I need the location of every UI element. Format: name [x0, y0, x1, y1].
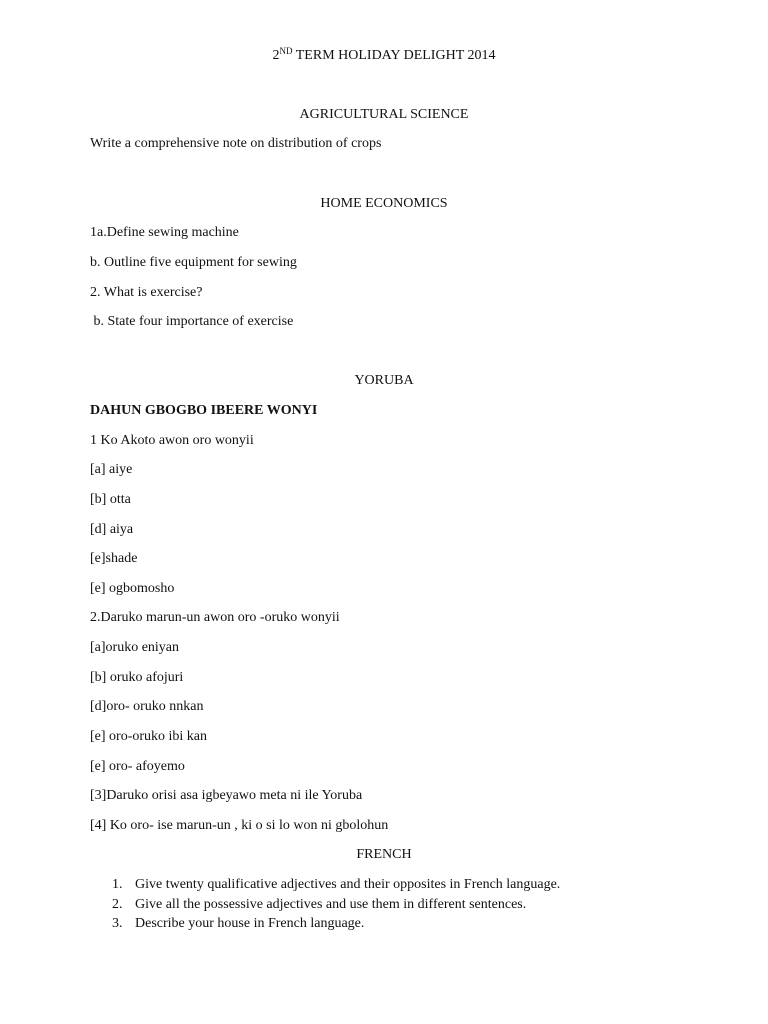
home-economics-item: b. Outline five equipment for sewing	[90, 255, 297, 270]
yoruba-subheading: DAHUN GBOGBO IBEERE WONYI	[90, 403, 318, 418]
yoruba-line: 2.Daruko marun-un awon oro -oruko wonyii	[90, 610, 340, 625]
yoruba-line: [3]Daruko orisi asa igbeyawo meta ni ile Yoruba	[90, 788, 363, 803]
list-item-number: 2.	[112, 896, 123, 912]
agric-question: Write a comprehensive note on distribution of crops	[90, 136, 382, 151]
title-ordinal: 2	[272, 48, 280, 63]
home-economics-item: 1a.Define sewing machine	[90, 225, 239, 240]
yoruba-line: [d]oro- oruko nnkan	[90, 699, 204, 714]
home-economics-item: b. State four importance of exercise	[90, 314, 294, 329]
yoruba-heading: YORUBA	[354, 373, 414, 388]
list-item-number: 1.	[112, 877, 123, 892]
title-text: TERM HOLIDAY DELIGHT 2014	[292, 48, 496, 63]
yoruba-line: 1 Ko Akoto awon oro wonyii	[90, 433, 254, 448]
agric-heading: AGRICULTURAL SCIENCE	[299, 107, 469, 122]
yoruba-line: [a]oruko eniyan	[90, 640, 180, 655]
yoruba-line: [4] Ko oro- ise marun-un , ki o si lo won ni gbolohun	[90, 818, 389, 833]
yoruba-line: [e] oro-oruko ibi kan	[90, 729, 208, 744]
list-item-text: Give all the possessive adjectives and use them in different sentences.	[135, 896, 527, 912]
list-item-text: Describe your house in French language.	[135, 916, 365, 931]
french-heading: FRENCH	[356, 847, 412, 862]
yoruba-line: [d] aiya	[90, 522, 134, 537]
title-superscript: ND	[279, 46, 293, 56]
home-economics-heading: HOME ECONOMICS	[320, 196, 448, 211]
document-title	[0, 47, 768, 65]
list-item-number: 3.	[112, 916, 123, 931]
yoruba-line: [e]shade	[90, 551, 138, 566]
home-economics-item: 2. What is exercise?	[90, 285, 203, 300]
yoruba-line: [e] ogbomosho	[90, 581, 175, 596]
yoruba-line: [a] aiye	[90, 462, 133, 477]
yoruba-line: [b] otta	[90, 492, 131, 507]
yoruba-line: [e] oro- afoyemo	[90, 759, 185, 774]
list-item-text: Give twenty qualificative adjectives and their opposites in French language.	[135, 877, 561, 892]
yoruba-line: [b] oruko afojuri	[90, 670, 184, 685]
